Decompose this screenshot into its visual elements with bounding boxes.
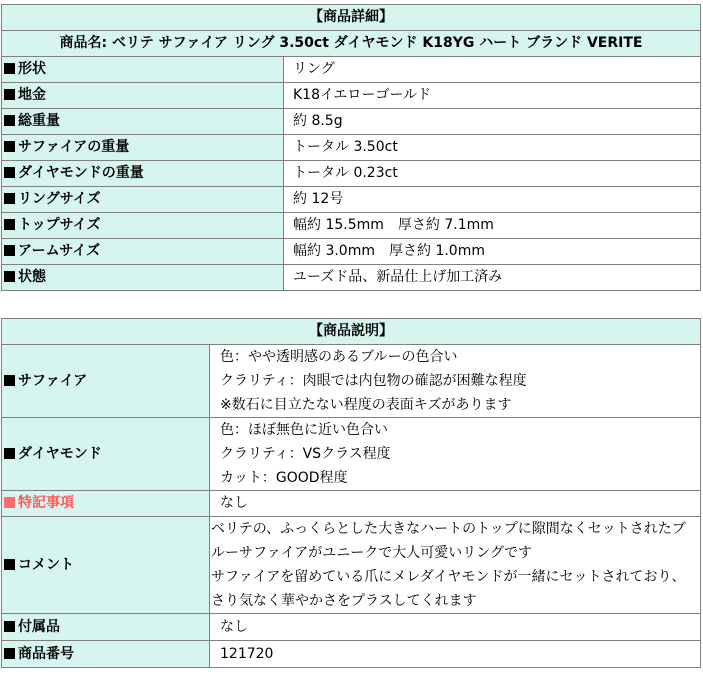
details-header: 【商品詳細】 bbox=[2, 5, 701, 31]
text-line: ルーサファイアがユニークで大人可愛いリングです bbox=[211, 545, 533, 561]
text-line: ※数石に目立たない程度の表面キズがあります bbox=[220, 397, 512, 413]
detail-row-diamond-weight bbox=[2, 161, 701, 187]
text-line: クラリティ：肉眼では内包物の確認が困難な程度 bbox=[220, 373, 527, 389]
product-details-table bbox=[1, 4, 701, 291]
black-square-icon bbox=[4, 648, 15, 659]
detail-value: 幅約 3.0mm 厚さ約 1.0mm bbox=[284, 239, 701, 265]
detail-row-ring-size bbox=[2, 187, 701, 213]
detail-value: トータル 0.23ct bbox=[284, 161, 701, 187]
text-line: ベリテの、ふっくらとした大きなハートのトップに隙間なくセットされたブ bbox=[211, 521, 686, 537]
black-square-icon bbox=[4, 621, 15, 632]
black-square-icon bbox=[4, 167, 15, 178]
description-label: 特記事項 bbox=[18, 495, 74, 511]
black-square-icon bbox=[4, 375, 15, 386]
detail-row-condition bbox=[2, 265, 701, 291]
detail-label: トップサイズ bbox=[18, 217, 101, 233]
description-label: 付属品 bbox=[18, 618, 60, 635]
description-row-special-notes bbox=[2, 491, 701, 517]
detail-value: 約 8.5g bbox=[284, 109, 701, 135]
description-label: ダイヤモンド bbox=[18, 445, 102, 462]
description-row-accessories bbox=[2, 614, 701, 641]
black-square-icon bbox=[4, 271, 15, 282]
red-square-icon bbox=[4, 497, 15, 508]
description-row-diamond bbox=[2, 418, 701, 491]
detail-row-arm-size bbox=[2, 239, 701, 265]
description-row-sapphire bbox=[2, 345, 701, 418]
description-label: 商品番号 bbox=[18, 645, 74, 662]
product-name: 商品名: ベリテ サファイア リング 3.50ct ダイヤモンド K18YG ハート ブランド VERITE bbox=[2, 31, 701, 57]
detail-row-weight bbox=[2, 109, 701, 135]
black-square-icon bbox=[4, 559, 15, 570]
black-square-icon bbox=[4, 245, 15, 256]
description-value: なし bbox=[210, 491, 701, 517]
description-value bbox=[210, 345, 701, 418]
black-square-icon bbox=[4, 63, 15, 74]
detail-value: リング bbox=[284, 57, 701, 83]
detail-value: トータル 3.50ct bbox=[284, 135, 701, 161]
detail-value: ユーズド品、新品仕上げ加工済み bbox=[284, 265, 701, 291]
description-value bbox=[210, 517, 701, 614]
detail-label: アームサイズ bbox=[18, 243, 101, 259]
detail-label: リングサイズ bbox=[18, 191, 101, 207]
text-line: カット：GOOD程度 bbox=[220, 470, 348, 486]
description-row-product-number bbox=[2, 641, 701, 668]
detail-label: 状態 bbox=[18, 269, 46, 285]
detail-row-top-size bbox=[2, 213, 701, 239]
description-label: コメント bbox=[18, 556, 74, 573]
text-line: 色：ほぼ無色に近い色合い bbox=[220, 422, 388, 438]
detail-value: 約 12号 bbox=[284, 187, 701, 213]
detail-label: サファイアの重量 bbox=[18, 139, 130, 155]
black-square-icon bbox=[4, 448, 15, 459]
black-square-icon bbox=[4, 219, 15, 230]
text-line: さり気なく華やかさをプラスしてくれます bbox=[211, 593, 477, 609]
description-value bbox=[210, 418, 701, 491]
text-line: サファイアを留めている爪にメレダイヤモンドが一緒にセットされており、 bbox=[211, 569, 686, 585]
description-header: 【商品説明】 bbox=[2, 319, 701, 345]
black-square-icon bbox=[4, 89, 15, 100]
detail-value: 幅約 15.5mm 厚さ約 7.1mm bbox=[284, 213, 701, 239]
text-line: 色：やや透明感のあるブルーの色合い bbox=[220, 349, 458, 365]
black-square-icon bbox=[4, 115, 15, 126]
detail-row-metal bbox=[2, 83, 701, 109]
detail-label: ダイヤモンドの重量 bbox=[18, 165, 144, 181]
product-description-table bbox=[1, 318, 701, 668]
detail-label: 地金 bbox=[18, 87, 46, 103]
detail-row-shape bbox=[2, 57, 701, 83]
detail-label: 総重量 bbox=[18, 113, 60, 129]
detail-row-sapphire-weight bbox=[2, 135, 701, 161]
description-row-comment bbox=[2, 517, 701, 614]
text-line: クラリティ：VSクラス程度 bbox=[220, 446, 391, 462]
description-label: サファイア bbox=[18, 372, 88, 389]
description-value: なし bbox=[210, 614, 701, 641]
black-square-icon bbox=[4, 193, 15, 204]
detail-label: 形状 bbox=[18, 61, 46, 77]
black-square-icon bbox=[4, 141, 15, 152]
description-value: 121720 bbox=[210, 641, 701, 668]
detail-value: K18イエローゴールド bbox=[284, 83, 701, 109]
